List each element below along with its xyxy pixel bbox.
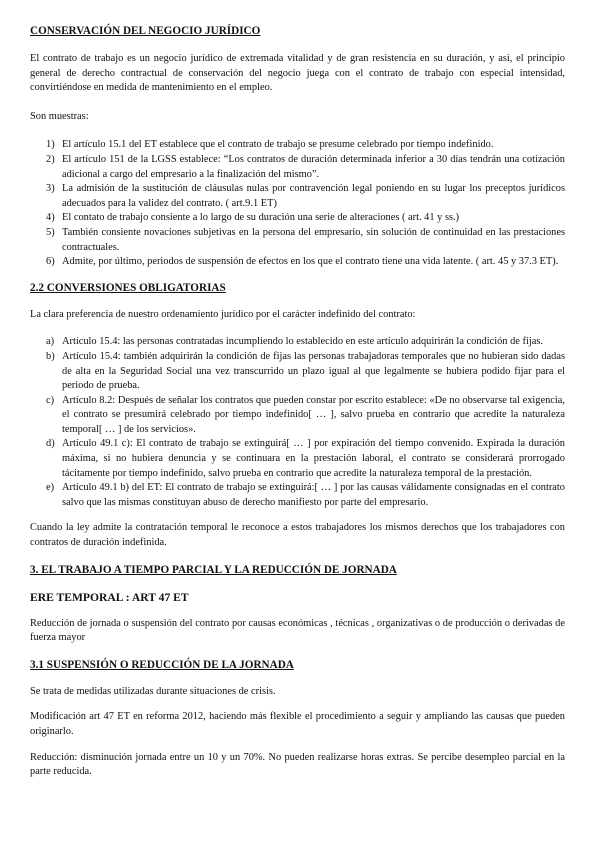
list-marker: 3) [46, 183, 55, 195]
list-item-text: Artículo 49.1 c): El contrato de trabajo se extinguirá[ … ] por expiración del tiempo convenido. Expirada la duración máxima, si no hubiera denuncia y se continuara en la prestación laboral, el contrato se considerará prorrogado tácitamente por tiempo indefinido, salvo prueba en contrario que acredite la naturaleza temporal de la prestación. [62, 438, 565, 479]
list-marker: 4) [46, 212, 55, 224]
list-marker: 2) [46, 153, 55, 165]
paragraph-clara-preferencia: La clara preferencia de nuestro ordenamiento jurídico por el carácter indefinido del contrato: [30, 308, 416, 320]
paragraph-medidas-crisis: Se trata de medidas utilizadas durante situaciones de crisis. [30, 685, 276, 697]
list-item [30, 394, 565, 438]
list-item-text: Artículo 49.1 b) del ET: El contrato de trabajo se extinguirá:[ … ] por las causas válidamente consignadas en el contrato salvo que las mismas constituyan abuso de derecho manifiesto por parte del empresario. [62, 482, 565, 508]
list-item-text: La admisión de la sustitución de cláusulas nulas por contravención legal poniendo en su lugar los preceptos jurídicos adecuados para la validez del contrato. ( art.9.1 ET) [62, 183, 565, 209]
list-item-text: También consiente novaciones subjetivas en la persona del empresario, sin solución de continuidad en las prestaciones contractuales. [62, 226, 565, 253]
list-item [30, 437, 565, 481]
paragraph-son-muestras: Son muestras: [30, 110, 89, 122]
document-page [30, 24, 565, 780]
section-heading-conversiones: 2.2 CONVERSIONES OBLIGATORIAS [30, 281, 226, 294]
section-heading-suspension: 3.1 SUSPENSIÓN O REDUCCIÓN DE LA JORNADA [30, 658, 294, 671]
list-marker: 1) [46, 139, 55, 151]
list-marker: 6) [46, 256, 55, 268]
list-marker: c) [46, 394, 55, 406]
paragraph-reduccion-porcentaje: Reducción: disminución jornada entre un 10 y un 70%. No pueden realizarse horas extras. Se percibe desempleo parcial en la parte reducida. [30, 751, 565, 778]
list-item [30, 481, 565, 510]
list-item [30, 255, 565, 270]
list-marker: 5) [46, 226, 55, 238]
list-item [30, 153, 565, 182]
subheading-ere-temporal: ERE TEMPORAL : ART 47 ET [30, 590, 189, 604]
list-item-text: Admite, por último, periodos de suspensión de efectos en los que el contrato tiene una vida latente. ( art. 45 y 37.3 ET). [62, 256, 559, 268]
list-item [30, 350, 565, 394]
list-item-text: Artículo 15.4: las personas contratadas incumpliendo lo establecido en este artículo adquirirán la condición de fijas. [62, 336, 543, 348]
list-item-text: Artículo 8.2: Después de señalar los contratos que pueden constar por escrito establece: «De no observarse tal exigencia, el contrato se presumirá celebrado por tiempo indefinido[ … ], salvo prueba en contrario que acredite la naturaleza temporal[ … ] de los servicios». [62, 394, 565, 435]
paragraph-reduccion-jornada: Reducción de jornada o suspensión del contrato por causas económicas , técnicas , organizativas o de producción o derivadas de fuerza mayor [30, 617, 565, 644]
list-item-text: El contato de trabajo consiente a lo largo de su duración una serie de alteraciones ( art. 41 y ss.) [62, 212, 460, 224]
list-item [30, 335, 565, 350]
list-marker: a) [46, 336, 55, 348]
list-item [30, 138, 565, 153]
list-marker: d) [46, 438, 55, 450]
numbered-list [30, 138, 565, 269]
list-item-text: El artículo 151 de la LGSS establece: “Los contratos de duración determinada inferior a 30 días tendrán una cotización adicional a cargo del empresario a la finalización del mismo”. [62, 153, 565, 180]
paragraph-modificacion-art47: Modificación art 47 ET en reforma 2012, haciendo más flexible el procedimiento a seguir y ampliando las causas que pueden originarlo. [30, 711, 565, 737]
paragraph-contratacion-temporal: Cuando la ley admite la contratación temporal le reconoce a estos trabajadores los mismos derechos que los trabajadores con contratos de duración indefinida. [30, 522, 565, 549]
list-item-text: Artículo 15.4: también adquirirán la condición de fijas las personas trabajadoras temporales que no hubieran sido dadas de alta en la Seguridad Social una vez transcurrido un plazo igual al que legalmente se hubiera podido fijar para el periodo de prueba. [62, 350, 565, 392]
list-marker: b) [46, 350, 55, 362]
list-marker: e) [46, 482, 55, 494]
lettered-list [30, 335, 565, 510]
section-heading-tiempo-parcial: 3. EL TRABAJO A TIEMPO PARCIAL Y LA REDUCCIÓN DE JORNADA [30, 563, 397, 576]
list-item-text: El artículo 15.1 del ET establece que el contrato de trabajo se presume celebrado por tiempo indefinido. [62, 139, 494, 151]
section-heading-conservacion: CONSERVACIÓN DEL NEGOCIO JURÍDICO [30, 25, 261, 37]
list-item [30, 182, 565, 211]
list-item [30, 226, 565, 255]
paragraph-intro: El contrato de trabajo es un negocio jurídico de extremada vitalidad y de gran resistencia en su duración, y así, el principio general de derecho contractual de conservación del negocio juega con el contrato de trabajo con especial intensidad, convirtiéndose en medida de mantenimiento en el empleo. [30, 53, 565, 94]
list-item [30, 211, 565, 226]
